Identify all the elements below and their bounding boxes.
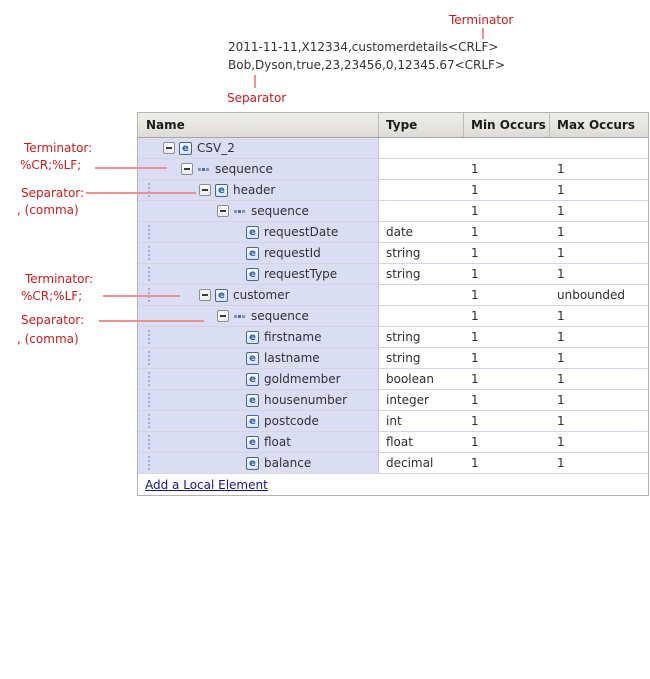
- min-occurs-cell: 1: [471, 225, 479, 239]
- annotation-leader-line: [99, 320, 204, 322]
- name-cell: [138, 138, 379, 158]
- type-cell: date: [386, 225, 414, 239]
- annotation-terminator-title-2: Terminator:: [25, 272, 94, 286]
- element-icon: e: [246, 352, 259, 365]
- table-row[interactable]: [138, 348, 648, 369]
- node-name-label: lastname: [264, 351, 320, 365]
- min-occurs-cell: 1: [471, 414, 479, 428]
- table-body: [138, 138, 648, 474]
- max-occurs-cell: 1: [557, 204, 565, 218]
- min-occurs-cell: 1: [471, 204, 479, 218]
- max-occurs-cell: 1: [557, 162, 565, 176]
- min-occurs-cell: 1: [471, 309, 479, 323]
- max-occurs-cell: 1: [557, 267, 565, 281]
- max-occurs-cell: 1: [557, 435, 565, 449]
- name-cell: [138, 222, 379, 242]
- max-occurs-cell: 1: [557, 351, 565, 365]
- type-cell: [379, 159, 464, 179]
- table-header-row: [138, 113, 648, 138]
- table-row[interactable]: [138, 390, 648, 411]
- table-row[interactable]: [138, 222, 648, 243]
- separator-annotation-label: Separator: [227, 91, 287, 105]
- type-cell: string: [386, 330, 421, 344]
- name-cell: [138, 348, 379, 368]
- name-cell: [138, 369, 379, 389]
- name-cell: [138, 327, 379, 347]
- element-icon: e: [246, 373, 259, 386]
- type-cell: boolean: [386, 372, 434, 386]
- collapse-toggle-icon[interactable]: [199, 184, 211, 196]
- collapse-toggle-icon[interactable]: [163, 142, 175, 154]
- type-cell: int: [386, 414, 402, 428]
- max-occurs-cell: 1: [557, 309, 565, 323]
- collapse-toggle-icon[interactable]: [181, 163, 193, 175]
- node-name-label: header: [233, 183, 276, 197]
- table-row[interactable]: [138, 159, 648, 180]
- node-name-label: firstname: [264, 330, 322, 344]
- type-cell: [379, 138, 464, 158]
- type-cell: [379, 285, 464, 305]
- min-occurs-cell: 1: [471, 246, 479, 260]
- type-cell: float: [386, 435, 413, 449]
- node-name-label: goldmember: [264, 372, 341, 386]
- min-occurs-cell: 1: [471, 288, 479, 302]
- element-icon: e: [246, 394, 259, 407]
- name-cell: [138, 159, 379, 179]
- element-icon: e: [215, 184, 228, 197]
- name-cell: [138, 201, 379, 221]
- element-icon: e: [179, 142, 192, 155]
- column-header-name[interactable]: Name: [138, 113, 379, 137]
- node-name-label: postcode: [264, 414, 319, 428]
- drag-handle-icon[interactable]: [148, 225, 150, 239]
- min-occurs-cell: 1: [471, 351, 479, 365]
- type-cell: [379, 180, 464, 200]
- add-local-element-link[interactable]: Add a Local Element: [145, 477, 268, 492]
- element-icon: e: [246, 226, 259, 239]
- collapse-toggle-icon[interactable]: [217, 205, 229, 217]
- element-icon: e: [246, 457, 259, 470]
- table-row[interactable]: [138, 432, 648, 453]
- node-name-label: sequence: [251, 204, 309, 218]
- terminator-annotation-label: Terminator: [449, 13, 514, 27]
- node-name-label: requestId: [264, 246, 321, 260]
- annotation-separator-title-1: Separator:: [21, 186, 85, 200]
- annotation-terminator-value-1: %CR;%LF;: [20, 158, 82, 172]
- max-occurs-cell: 1: [557, 183, 565, 197]
- annotation-leader-line: [86, 192, 196, 194]
- min-occurs-cell: 1: [471, 330, 479, 344]
- table-row[interactable]: [138, 453, 648, 474]
- max-occurs-cell: 1: [557, 414, 565, 428]
- drag-handle-icon[interactable]: [148, 351, 150, 365]
- schema-table: [137, 112, 649, 496]
- type-cell: string: [386, 351, 421, 365]
- max-occurs-cell: 1: [557, 456, 565, 470]
- name-cell: [138, 264, 379, 284]
- type-cell: decimal: [386, 456, 434, 470]
- type-cell: string: [386, 246, 421, 260]
- sample-data-line-1: 2011-11-11,X12334,customerdetails<CRLF>: [228, 40, 499, 54]
- annotation-separator-value-1: , (comma): [17, 203, 79, 217]
- node-name-label: housenumber: [264, 393, 348, 407]
- min-occurs-cell: 1: [471, 435, 479, 449]
- min-occurs-cell: 1: [471, 162, 479, 176]
- collapse-toggle-icon[interactable]: [199, 289, 211, 301]
- type-cell: [379, 306, 464, 326]
- node-name-label: sequence: [215, 162, 273, 176]
- element-icon: e: [246, 331, 259, 344]
- max-occurs-cell: 1: [557, 225, 565, 239]
- separator-pointer-line: [254, 75, 256, 88]
- table-row[interactable]: [138, 327, 648, 348]
- drag-handle-icon[interactable]: [148, 435, 150, 449]
- element-icon: e: [246, 436, 259, 449]
- table-row[interactable]: [138, 264, 648, 285]
- annotation-separator-value-2: , (comma): [17, 332, 79, 346]
- collapse-toggle-icon[interactable]: [217, 310, 229, 322]
- max-occurs-cell: 1: [557, 393, 565, 407]
- node-name-label: balance: [264, 456, 312, 470]
- max-occurs-cell: 1: [557, 330, 565, 344]
- column-header-max-occurs[interactable]: Max Occurs: [557, 118, 635, 132]
- type-cell: [379, 201, 464, 221]
- max-occurs-cell: unbounded: [557, 288, 625, 302]
- type-cell: integer: [386, 393, 429, 407]
- sequence-icon: [233, 205, 246, 218]
- min-occurs-cell: 1: [471, 267, 479, 281]
- table-row[interactable]: [138, 180, 648, 201]
- node-name-label: float: [264, 435, 291, 449]
- element-icon: e: [246, 247, 259, 260]
- node-name-label: requestType: [264, 267, 338, 281]
- annotation-terminator-value-2: %CR;%LF;: [21, 289, 83, 303]
- element-icon: e: [215, 289, 228, 302]
- min-occurs-cell: 1: [471, 183, 479, 197]
- min-occurs-cell: 1: [471, 456, 479, 470]
- name-cell: [138, 411, 379, 431]
- node-name-label: customer: [233, 288, 290, 302]
- sequence-icon: [233, 310, 246, 323]
- annotation-separator-title-2: Separator:: [21, 313, 85, 327]
- table-footer-row: [138, 474, 648, 495]
- table-row[interactable]: [138, 411, 648, 432]
- node-name-label: CSV_2: [197, 141, 235, 155]
- drag-handle-icon[interactable]: [148, 372, 150, 386]
- min-occurs-cell: 1: [471, 393, 479, 407]
- name-cell: [138, 243, 379, 263]
- max-occurs-cell: [550, 138, 648, 158]
- max-occurs-cell: 1: [557, 372, 565, 386]
- table-row[interactable]: [138, 306, 648, 327]
- table-row[interactable]: [138, 243, 648, 264]
- terminator-pointer-line: [482, 28, 484, 39]
- table-row[interactable]: [138, 138, 648, 159]
- annotation-leader-line: [103, 295, 180, 297]
- type-cell: string: [386, 267, 421, 281]
- drag-handle-icon[interactable]: [148, 267, 150, 281]
- column-header-type[interactable]: Type: [379, 113, 464, 137]
- min-occurs-cell: [464, 138, 550, 158]
- drag-handle-icon[interactable]: [148, 393, 150, 407]
- element-icon: e: [246, 268, 259, 281]
- name-cell: [138, 453, 379, 473]
- name-cell: [138, 432, 379, 452]
- name-cell: [138, 306, 379, 326]
- sequence-icon: [197, 163, 210, 176]
- drag-handle-icon[interactable]: [148, 414, 150, 428]
- max-occurs-cell: 1: [557, 246, 565, 260]
- min-occurs-cell: 1: [471, 372, 479, 386]
- table-row[interactable]: [138, 369, 648, 390]
- drag-handle-icon[interactable]: [148, 246, 150, 260]
- column-header-min-occurs[interactable]: Min Occurs: [464, 113, 550, 137]
- node-name-label: requestDate: [264, 225, 339, 239]
- name-cell: [138, 390, 379, 410]
- drag-handle-icon[interactable]: [148, 456, 150, 470]
- sample-data-line-2: Bob,Dyson,true,23,23456,0,12345.67<CRLF>: [228, 58, 505, 72]
- element-icon: e: [246, 415, 259, 428]
- annotation-leader-line: [95, 167, 167, 169]
- drag-handle-icon[interactable]: [148, 183, 150, 197]
- annotation-terminator-title-1: Terminator:: [24, 141, 93, 155]
- name-cell: [138, 180, 379, 200]
- table-row[interactable]: [138, 285, 648, 306]
- drag-handle-icon[interactable]: [148, 330, 150, 344]
- node-name-label: sequence: [251, 309, 309, 323]
- table-row[interactable]: [138, 201, 648, 222]
